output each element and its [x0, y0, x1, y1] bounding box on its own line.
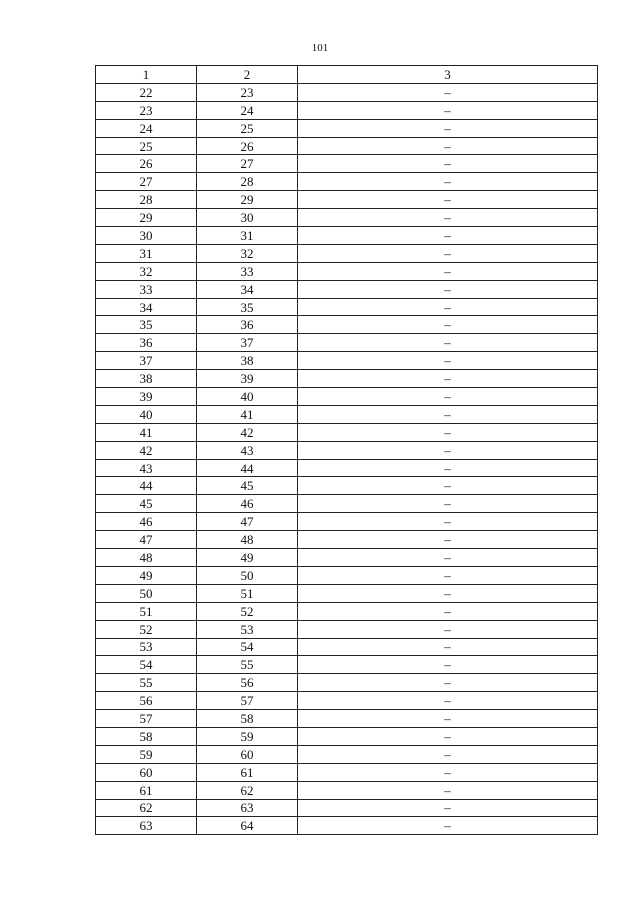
table-cell-col-2: 23 — [197, 83, 298, 101]
table-cell-col-2: 44 — [197, 459, 298, 477]
table-row — [96, 298, 598, 316]
table-cell-col-1: 59 — [96, 745, 197, 763]
table-row — [96, 423, 598, 441]
table-cell-col-1: 30 — [96, 227, 197, 245]
table-row — [96, 549, 598, 567]
table-cell-col-3: – — [298, 799, 598, 817]
table-row — [96, 209, 598, 227]
table-row — [96, 280, 598, 298]
table-cell-col-3: – — [298, 495, 598, 513]
table-row — [96, 262, 598, 280]
table-cell-col-2: 56 — [197, 674, 298, 692]
table-cell-col-3: – — [298, 674, 598, 692]
table-row — [96, 316, 598, 334]
table-cell-col-2: 37 — [197, 334, 298, 352]
table-cell-col-3: – — [298, 209, 598, 227]
table-row — [96, 101, 598, 119]
table-row — [96, 227, 598, 245]
table-cell-col-1: 25 — [96, 137, 197, 155]
table-cell-col-3: – — [298, 370, 598, 388]
table-cell-col-2: 24 — [197, 101, 298, 119]
table-cell-col-2: 26 — [197, 137, 298, 155]
table-row — [96, 370, 598, 388]
table-cell-col-1: 31 — [96, 244, 197, 262]
column-header-1: 1 — [96, 66, 197, 84]
header-row — [96, 66, 598, 84]
table-cell-col-3: – — [298, 566, 598, 584]
table-cell-col-1: 56 — [96, 692, 197, 710]
table-cell-col-3: – — [298, 316, 598, 334]
table-cell-col-3: – — [298, 83, 598, 101]
table-row — [96, 388, 598, 406]
table-cell-col-1: 40 — [96, 405, 197, 423]
table-cell-col-3: – — [298, 137, 598, 155]
table-cell-col-1: 42 — [96, 441, 197, 459]
table-cell-col-3: – — [298, 763, 598, 781]
table-cell-col-1: 50 — [96, 584, 197, 602]
table-cell-col-2: 46 — [197, 495, 298, 513]
table-row — [96, 477, 598, 495]
table-cell-col-3: – — [298, 334, 598, 352]
table-cell-col-1: 38 — [96, 370, 197, 388]
table-cell-col-1: 36 — [96, 334, 197, 352]
table-cell-col-2: 54 — [197, 638, 298, 656]
table-cell-col-1: 35 — [96, 316, 197, 334]
table-cell-col-3: – — [298, 513, 598, 531]
table-cell-col-3: – — [298, 638, 598, 656]
table-cell-col-1: 57 — [96, 710, 197, 728]
table-cell-col-1: 44 — [96, 477, 197, 495]
table-row — [96, 244, 598, 262]
table-cell-col-3: – — [298, 817, 598, 835]
table-cell-col-1: 32 — [96, 262, 197, 280]
table-body — [96, 83, 598, 834]
table-cell-col-2: 47 — [197, 513, 298, 531]
table-cell-col-1: 60 — [96, 763, 197, 781]
table-cell-col-2: 42 — [197, 423, 298, 441]
column-header-3: 3 — [298, 66, 598, 84]
table-cell-col-1: 29 — [96, 209, 197, 227]
table-cell-col-2: 50 — [197, 566, 298, 584]
table-cell-col-2: 34 — [197, 280, 298, 298]
table-cell-col-2: 29 — [197, 191, 298, 209]
table-cell-col-3: – — [298, 244, 598, 262]
table-cell-col-3: – — [298, 101, 598, 119]
table-cell-col-1: 48 — [96, 549, 197, 567]
table-cell-col-3: – — [298, 173, 598, 191]
table-cell-col-2: 51 — [197, 584, 298, 602]
table-cell-col-3: – — [298, 441, 598, 459]
table-row — [96, 727, 598, 745]
table-row — [96, 459, 598, 477]
table-row — [96, 710, 598, 728]
table-cell-col-1: 46 — [96, 513, 197, 531]
table-cell-col-3: – — [298, 584, 598, 602]
table-row — [96, 692, 598, 710]
table-cell-col-2: 43 — [197, 441, 298, 459]
table-cell-col-2: 59 — [197, 727, 298, 745]
table-row — [96, 745, 598, 763]
table-cell-col-2: 63 — [197, 799, 298, 817]
table-cell-col-3: – — [298, 298, 598, 316]
table-cell-col-3: – — [298, 692, 598, 710]
table-cell-col-2: 48 — [197, 531, 298, 549]
table-cell-col-3: – — [298, 656, 598, 674]
table-cell-col-2: 45 — [197, 477, 298, 495]
table-row — [96, 781, 598, 799]
table-cell-col-1: 26 — [96, 155, 197, 173]
table-cell-col-3: – — [298, 727, 598, 745]
table-cell-col-3: – — [298, 280, 598, 298]
table-row — [96, 656, 598, 674]
table-row — [96, 155, 598, 173]
table-cell-col-3: – — [298, 459, 598, 477]
table-cell-col-1: 34 — [96, 298, 197, 316]
table-cell-col-3: – — [298, 549, 598, 567]
table-row — [96, 119, 598, 137]
table-cell-col-1: 23 — [96, 101, 197, 119]
table-row — [96, 531, 598, 549]
table-row — [96, 83, 598, 101]
table-cell-col-1: 43 — [96, 459, 197, 477]
table-cell-col-2: 60 — [197, 745, 298, 763]
table-cell-col-3: – — [298, 531, 598, 549]
table-cell-col-2: 27 — [197, 155, 298, 173]
table-cell-col-3: – — [298, 155, 598, 173]
table-row — [96, 602, 598, 620]
table-cell-col-3: – — [298, 119, 598, 137]
table-cell-col-1: 41 — [96, 423, 197, 441]
table-header — [96, 66, 598, 84]
table-cell-col-1: 49 — [96, 566, 197, 584]
table-cell-col-2: 33 — [197, 262, 298, 280]
table-row — [96, 173, 598, 191]
table-row — [96, 763, 598, 781]
table-cell-col-2: 39 — [197, 370, 298, 388]
table-cell-col-2: 25 — [197, 119, 298, 137]
table-cell-col-2: 52 — [197, 602, 298, 620]
table-cell-col-3: – — [298, 781, 598, 799]
table-cell-col-1: 37 — [96, 352, 197, 370]
table-cell-col-1: 47 — [96, 531, 197, 549]
table-row — [96, 584, 598, 602]
table-cell-col-3: – — [298, 405, 598, 423]
table-cell-col-2: 64 — [197, 817, 298, 835]
table-cell-col-3: – — [298, 262, 598, 280]
table-row — [96, 674, 598, 692]
table-row — [96, 799, 598, 817]
table-cell-col-1: 45 — [96, 495, 197, 513]
table-cell-col-2: 61 — [197, 763, 298, 781]
table-row — [96, 817, 598, 835]
table-cell-col-1: 22 — [96, 83, 197, 101]
table-cell-col-2: 62 — [197, 781, 298, 799]
table-row — [96, 441, 598, 459]
table-cell-col-2: 36 — [197, 316, 298, 334]
table-cell-col-2: 53 — [197, 620, 298, 638]
table-row — [96, 513, 598, 531]
table-cell-col-2: 32 — [197, 244, 298, 262]
page-number: 101 — [311, 42, 329, 54]
table-cell-col-1: 62 — [96, 799, 197, 817]
table-cell-col-1: 61 — [96, 781, 197, 799]
table-cell-col-2: 28 — [197, 173, 298, 191]
table-cell-col-1: 39 — [96, 388, 197, 406]
table-row — [96, 638, 598, 656]
table-cell-col-1: 52 — [96, 620, 197, 638]
table-row — [96, 405, 598, 423]
table-cell-col-1: 28 — [96, 191, 197, 209]
table-row — [96, 566, 598, 584]
table-row — [96, 191, 598, 209]
table-cell-col-2: 57 — [197, 692, 298, 710]
table-cell-col-2: 31 — [197, 227, 298, 245]
table-row — [96, 137, 598, 155]
table-cell-col-3: – — [298, 191, 598, 209]
table-cell-col-1: 63 — [96, 817, 197, 835]
table-cell-col-3: – — [298, 352, 598, 370]
table-cell-col-2: 58 — [197, 710, 298, 728]
table-row — [96, 620, 598, 638]
table-cell-col-1: 53 — [96, 638, 197, 656]
table-cell-col-1: 55 — [96, 674, 197, 692]
data-table — [95, 65, 598, 835]
table-cell-col-1: 51 — [96, 602, 197, 620]
table-cell-col-2: 38 — [197, 352, 298, 370]
table-cell-col-1: 24 — [96, 119, 197, 137]
table-cell-col-1: 27 — [96, 173, 197, 191]
table-cell-col-3: – — [298, 227, 598, 245]
table-cell-col-2: 30 — [197, 209, 298, 227]
table-cell-col-3: – — [298, 423, 598, 441]
table-cell-col-2: 55 — [197, 656, 298, 674]
table-cell-col-3: – — [298, 710, 598, 728]
table-cell-col-3: – — [298, 745, 598, 763]
table-cell-col-3: – — [298, 620, 598, 638]
table-row — [96, 352, 598, 370]
table-cell-col-2: 40 — [197, 388, 298, 406]
table-cell-col-3: – — [298, 388, 598, 406]
table-cell-col-2: 41 — [197, 405, 298, 423]
table-cell-col-2: 35 — [197, 298, 298, 316]
table-cell-col-3: – — [298, 602, 598, 620]
table-cell-col-1: 33 — [96, 280, 197, 298]
table-row — [96, 495, 598, 513]
table-cell-col-3: – — [298, 477, 598, 495]
column-header-2: 2 — [197, 66, 298, 84]
table-cell-col-1: 54 — [96, 656, 197, 674]
table-cell-col-2: 49 — [197, 549, 298, 567]
table-row — [96, 334, 598, 352]
table-cell-col-1: 58 — [96, 727, 197, 745]
